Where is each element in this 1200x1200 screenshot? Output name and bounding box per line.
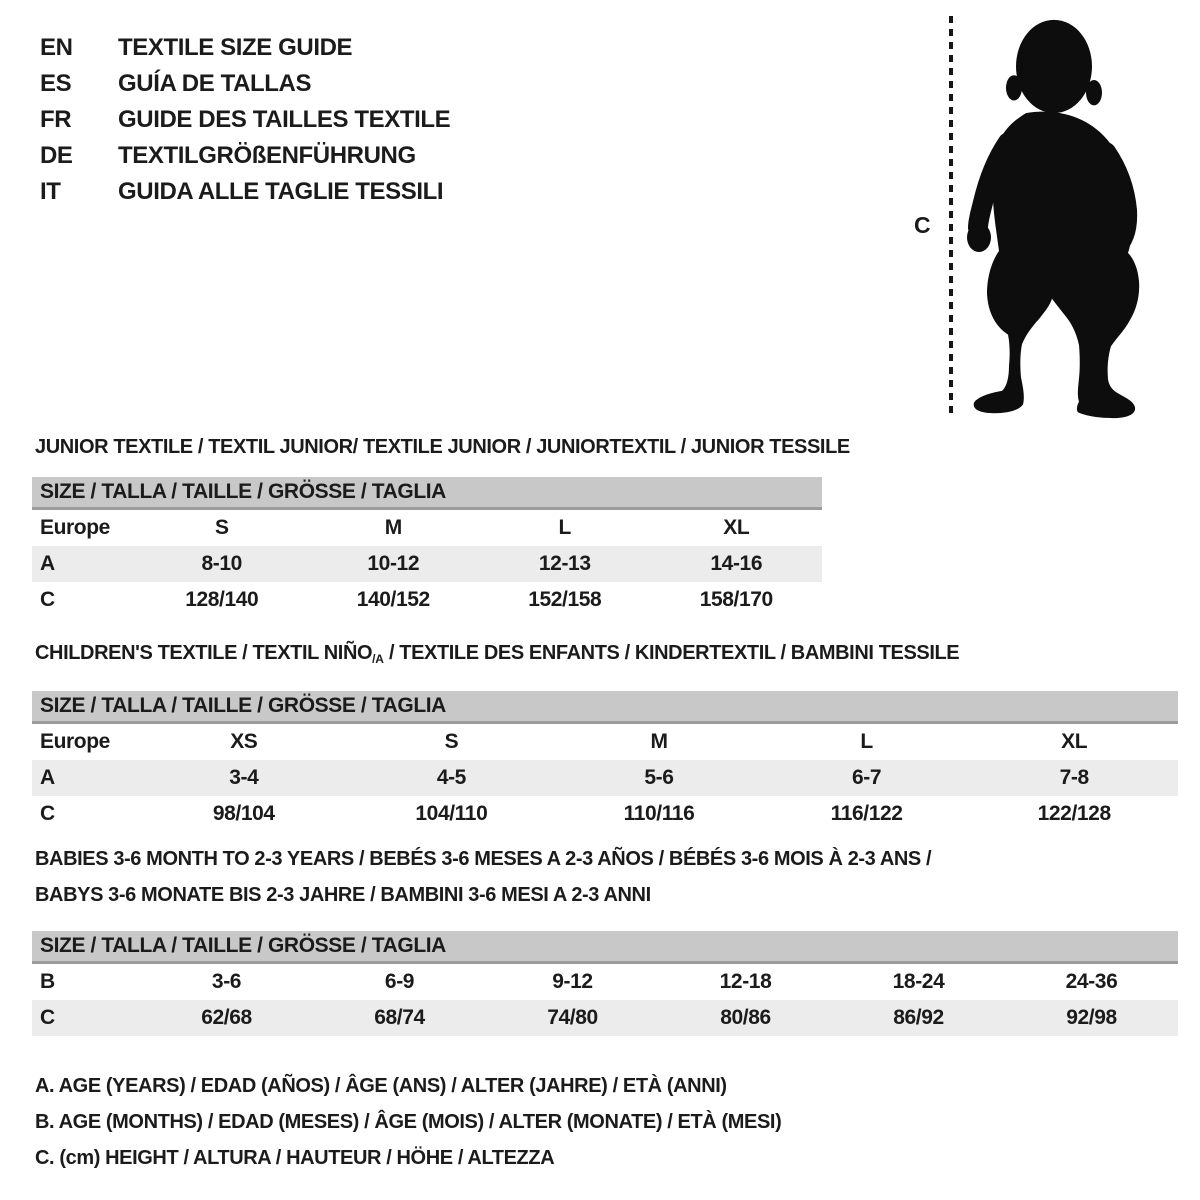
lang-row-de: [40, 138, 450, 174]
lang-code: FR: [40, 106, 72, 133]
babies-section-title-line1: BABIES 3-6 MONTH TO 2-3 YEARS / BEBÉS 3-6 MESES A 2-3 AÑOS / BÉBÉS 3-6 MOIS À 2-3 ANS /: [35, 848, 932, 870]
row-label: C: [40, 802, 55, 825]
size-header-bar: SIZE / TALLA / TAILLE / GRÖSSE / TAGLIA: [32, 691, 1178, 723]
lang-row-en: [40, 30, 450, 66]
height-cell: 110/116: [623, 802, 695, 825]
row-label: A: [32, 546, 136, 582]
row-label: Europe: [40, 730, 110, 753]
age-cell: 3-4: [140, 760, 348, 796]
height-cell: 74/80: [486, 1000, 659, 1036]
note-age-years: A. AGE (YEARS) / EDAD (AÑOS) / ÂGE (ANS) / ALTER (JAHRE) / ETÀ (ANNI): [35, 1074, 727, 1097]
height-cell: 104/110: [415, 802, 488, 825]
toddler-silhouette-icon: [958, 14, 1158, 422]
lang-title: TEXTILGRÖßENFÜHRUNG: [118, 142, 416, 169]
junior-section-title: JUNIOR TEXTILE / TEXTIL JUNIOR/ TEXTILE JUNIOR / JUNIORTEXTIL / JUNIOR TESSILE: [35, 436, 850, 458]
size-cell: S: [444, 730, 459, 753]
height-cell: 80/86: [659, 1000, 832, 1036]
junior-size-table: [32, 477, 822, 618]
height-cell: 98/104: [212, 802, 275, 825]
size-cell: S: [214, 516, 229, 539]
babies-size-table: [32, 931, 1178, 1036]
row-label: C: [32, 1000, 140, 1036]
note-age-months: B. AGE (MONTHS) / EDAD (MESES) / ÂGE (MOIS) / ALTER (MONATE) / ETÀ (MESI): [35, 1110, 782, 1133]
age-cell: 10-12: [308, 546, 480, 582]
height-cell: 116/122: [830, 802, 903, 825]
age-cell: 8-10: [136, 546, 308, 582]
lang-code: IT: [40, 178, 61, 205]
height-cell: 68/74: [313, 1000, 486, 1036]
size-header-bar: SIZE / TALLA / TAILLE / GRÖSSE / TAGLIA: [32, 931, 1178, 963]
lang-row-fr: [40, 102, 450, 138]
row-label: B: [40, 970, 55, 993]
months-cell: 6-9: [384, 970, 415, 993]
row-label: C: [40, 588, 55, 611]
height-cell: 62/68: [140, 1000, 313, 1036]
note-height-cm: C. (cm) HEIGHT / ALTURA / HAUTEUR / HÖHE / ALTEZZA: [35, 1146, 555, 1169]
lang-code: DE: [40, 142, 73, 169]
lang-code: ES: [40, 70, 72, 97]
height-measure-dashed-line: [949, 16, 953, 418]
age-cell: 5-6: [555, 760, 763, 796]
size-cell: M: [384, 516, 402, 539]
size-cell: L: [860, 730, 873, 753]
language-title-block: [40, 30, 450, 210]
lang-title: GUÍA DE TALLAS: [118, 70, 312, 97]
lang-title: GUIDA ALLE TAGLIE TESSILI: [118, 178, 444, 205]
months-cell: 24-36: [1065, 970, 1118, 993]
lang-row-es: [40, 66, 450, 102]
size-cell: XL: [1061, 730, 1088, 753]
height-cell: 122/128: [1037, 802, 1111, 825]
height-cell: 152/158: [528, 588, 602, 611]
age-cell: 6-7: [763, 760, 971, 796]
lang-code: EN: [40, 34, 73, 61]
age-cell: 4-5: [348, 760, 556, 796]
height-cell: 86/92: [832, 1000, 1005, 1036]
size-cell: XS: [230, 730, 258, 753]
row-label: Europe: [40, 516, 110, 539]
children-title-text: CHILDREN'S TEXTILE / TEXTIL NIÑO: [35, 642, 373, 664]
children-size-table: [32, 691, 1178, 832]
size-cell: M: [650, 730, 668, 753]
height-measure-label: C: [914, 212, 931, 238]
months-cell: 12-18: [719, 970, 772, 993]
size-cell: L: [558, 516, 571, 539]
months-cell: 3-6: [211, 970, 242, 993]
children-title-subscript: /A: [372, 652, 384, 666]
height-cell: 158/170: [699, 588, 773, 611]
height-cell: 140/152: [356, 588, 430, 611]
children-section-title: [35, 642, 959, 665]
months-cell: 18-24: [892, 970, 945, 993]
children-title-text: / TEXTILE DES ENFANTS / KINDERTEXTIL / BAMBINI TESSILE: [383, 642, 960, 664]
lang-row-it: [40, 174, 450, 210]
size-header-bar: SIZE / TALLA / TAILLE / GRÖSSE / TAGLIA: [32, 477, 822, 509]
height-cell: 92/98: [1005, 1000, 1178, 1036]
lang-title: TEXTILE SIZE GUIDE: [118, 34, 353, 61]
babies-section-title-line2: BABYS 3-6 MONATE BIS 2-3 JAHRE / BAMBINI 3-6 MESI A 2-3 ANNI: [35, 884, 651, 906]
age-cell: 12-13: [479, 546, 651, 582]
months-cell: 9-12: [552, 970, 593, 993]
legend-notes: [35, 1068, 781, 1176]
age-cell: 14-16: [651, 546, 823, 582]
age-cell: 7-8: [970, 760, 1178, 796]
row-label: A: [32, 760, 140, 796]
size-cell: XL: [723, 516, 750, 539]
lang-title: GUIDE DES TAILLES TEXTILE: [118, 106, 451, 133]
height-cell: 128/140: [185, 588, 259, 611]
